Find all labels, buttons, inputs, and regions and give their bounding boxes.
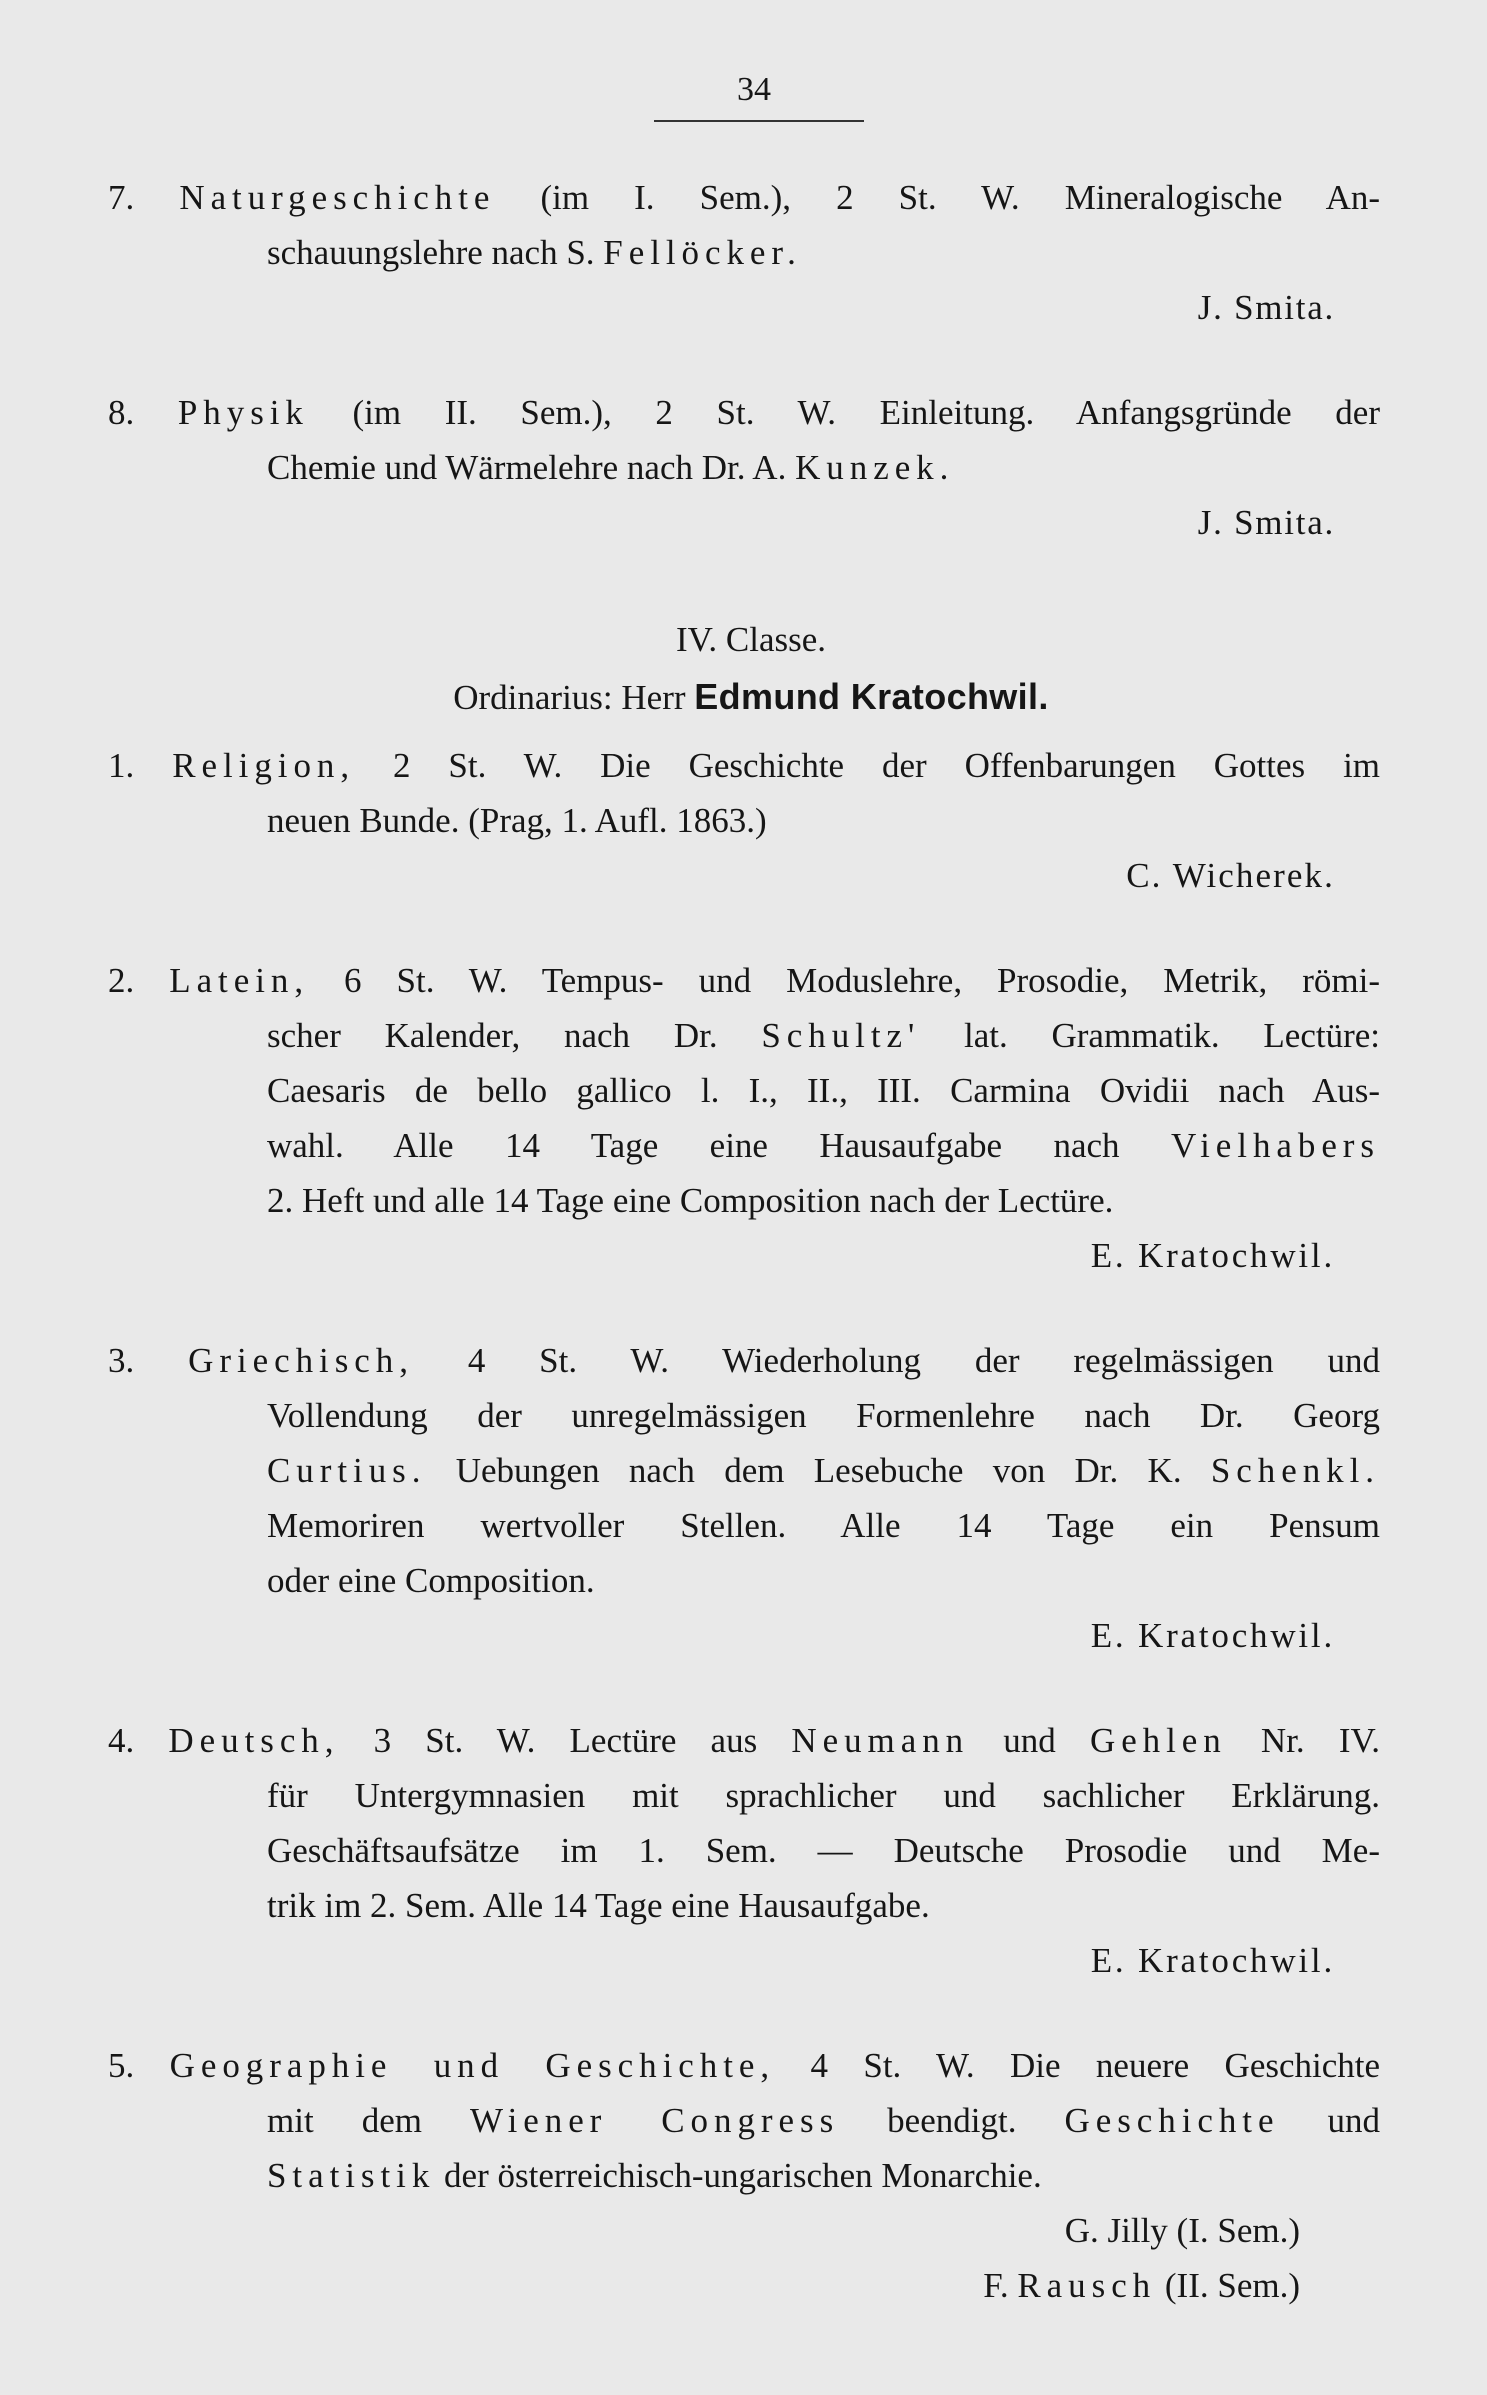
entry-line: oder eine Composition. [267, 1561, 595, 1600]
item-number: 7. [108, 178, 135, 217]
item-number: 3. [108, 1341, 135, 1380]
subject-entry-latein [108, 953, 1380, 1283]
subject-name: Naturgeschichte [179, 178, 496, 217]
entry-text: 6 St. W. Tempus- und Moduslehre, Prosodie, Metrik, römi- [344, 961, 1381, 1000]
author-name: Fellöcker. [603, 233, 802, 272]
ordinarius-line [108, 667, 1380, 728]
author-name: Wiener Congress [470, 2101, 840, 2140]
entry-text: Nr. IV. [1260, 1721, 1381, 1760]
entry-line [108, 225, 1380, 280]
item-number: 8. [108, 393, 135, 432]
entry-text: 2 St. W. Die Geschichte der Offenbarungen Gottes im [392, 746, 1381, 785]
ordinarius-label: Ordinarius: Herr [453, 678, 686, 717]
author-name: Neumann [791, 1721, 970, 1760]
subject-entry-religion [108, 738, 1380, 903]
entry-text: wahl. Alle 14 Tage eine Hausaufgabe nach [267, 1126, 1120, 1165]
entry-line [108, 1008, 1380, 1063]
entry-line: Vollendung der unregelmässigen Formenlehre nach Dr. Georg [267, 1396, 1380, 1435]
entry-text: mit dem [267, 2101, 422, 2140]
entry-line [108, 440, 1380, 495]
item-number: 4. [108, 1721, 135, 1760]
entry-text: und [1003, 1721, 1056, 1760]
entry-line: für Untergymnasien mit sprachlicher und sachlicher Erklärung. [267, 1776, 1380, 1815]
subject-entry-deutsch [108, 1713, 1380, 1988]
entry-line [108, 953, 1380, 1008]
entry-text: scher Kalender, nach Dr. [267, 1016, 718, 1055]
entry-text: (im I. Sem.), 2 St. W. Mineralogische An- [540, 178, 1381, 217]
entry-line [108, 1333, 1380, 1388]
entry-line [108, 1118, 1380, 1173]
entry-text: der österreichisch-ungarischen Monarchie. [444, 2156, 1042, 2195]
author-name: Kunzek. [795, 448, 955, 487]
teacher-name: C. Wicherek. [1126, 856, 1335, 895]
subject-name: Geschichte [1064, 2101, 1280, 2140]
subject-name: Geographie und Geschichte, [169, 2046, 776, 2085]
entry-text: (im II. Sem.), 2 St. W. Einleitung. Anfangsgründe der [352, 393, 1380, 432]
teacher-semester: (II. Sem.) [1164, 2266, 1300, 2305]
entry-line [108, 2148, 1380, 2203]
entry-line [108, 738, 1380, 793]
author-name: Gehlen [1089, 1721, 1227, 1760]
entry-line: Memoriren wertvoller Stellen. Alle 14 Tage ein Pensum [267, 1506, 1380, 1545]
subject-entry-naturgeschichte [108, 170, 1380, 335]
subject-name: Latein, [169, 961, 310, 1000]
subject-name: Griechisch, [188, 1341, 414, 1380]
entry-line: neuen Bunde. (Prag, 1. Aufl. 1863.) [267, 801, 767, 840]
entry-text: beendigt. [887, 2101, 1017, 2140]
class-heading: IV. Classe. [675, 620, 827, 659]
teacher-name: J. Smita. [1197, 503, 1335, 542]
entry-text: Uebungen nach dem Lesebuche von Dr. K. [455, 1451, 1182, 1490]
subject-entry-geographie [108, 2038, 1380, 2313]
teacher-name: G. Jilly (I. Sem.) [1064, 2211, 1300, 2250]
teacher-name [108, 2258, 1380, 2313]
teacher-name: J. Smita. [1197, 288, 1335, 327]
item-number: 1. [108, 746, 135, 785]
subject-name: Deutsch, [168, 1721, 340, 1760]
author-name: Schultz' [761, 1016, 921, 1055]
item-number: 5. [108, 2046, 135, 2085]
entry-text: Chemie und Wärmelehre nach Dr. A. [267, 448, 787, 487]
entry-line: 2. Heft und alle 14 Tage eine Composition nach der Lectüre. [267, 1181, 1114, 1220]
entry-text: 4 St. W. Die neuere Geschichte [810, 2046, 1381, 2085]
entry-line [108, 170, 1380, 225]
author-name: Curtius. [267, 1451, 427, 1490]
item-number: 2. [108, 961, 135, 1000]
subject-name: Statistik [267, 2156, 436, 2195]
entry-line [108, 385, 1380, 440]
subject-entry-griechisch [108, 1333, 1380, 1663]
teacher-name: E. Kratochwil. [1090, 1236, 1335, 1275]
entry-line [108, 2093, 1380, 2148]
entry-line [108, 2038, 1380, 2093]
entry-line: Caesaris de bello gallico l. I., II., III. Carmina Ovidii nach Aus- [267, 1071, 1380, 1110]
page-number-rule [654, 120, 864, 122]
subject-name: Physik [177, 393, 309, 432]
entry-text: und [1327, 2101, 1380, 2140]
author-name: Schenkl. [1210, 1451, 1380, 1490]
ordinarius-name: Edmund Kratochwil. [694, 676, 1049, 717]
entry-text: 4 St. W. Wiederholung der regelmässigen und [467, 1341, 1381, 1380]
teacher-name: E. Kratochwil. [1090, 1941, 1335, 1980]
subject-name: Religion, [172, 746, 356, 785]
subject-entry-physik [108, 385, 1380, 550]
entry-line: trik im 2. Sem. Alle 14 Tage eine Hausaufgabe. [267, 1886, 930, 1925]
entry-text: lat. Grammatik. Lectüre: [964, 1016, 1380, 1055]
entry-line [108, 1713, 1380, 1768]
entry-line [108, 1443, 1380, 1498]
teacher-initial: F. [983, 2266, 1009, 2305]
page-number: 34 [737, 71, 771, 108]
author-name: Vielhabers [1170, 1126, 1380, 1165]
entry-text: schauungslehre nach S. [267, 233, 595, 272]
teacher-name: E. Kratochwil. [1090, 1616, 1335, 1655]
teacher-surname: Rausch [1017, 2266, 1157, 2305]
entry-line: Geschäftsaufsätze im 1. Sem. — Deutsche Prosodie und Me- [267, 1831, 1380, 1870]
entry-text: 3 St. W. Lectüre aus [373, 1721, 758, 1760]
